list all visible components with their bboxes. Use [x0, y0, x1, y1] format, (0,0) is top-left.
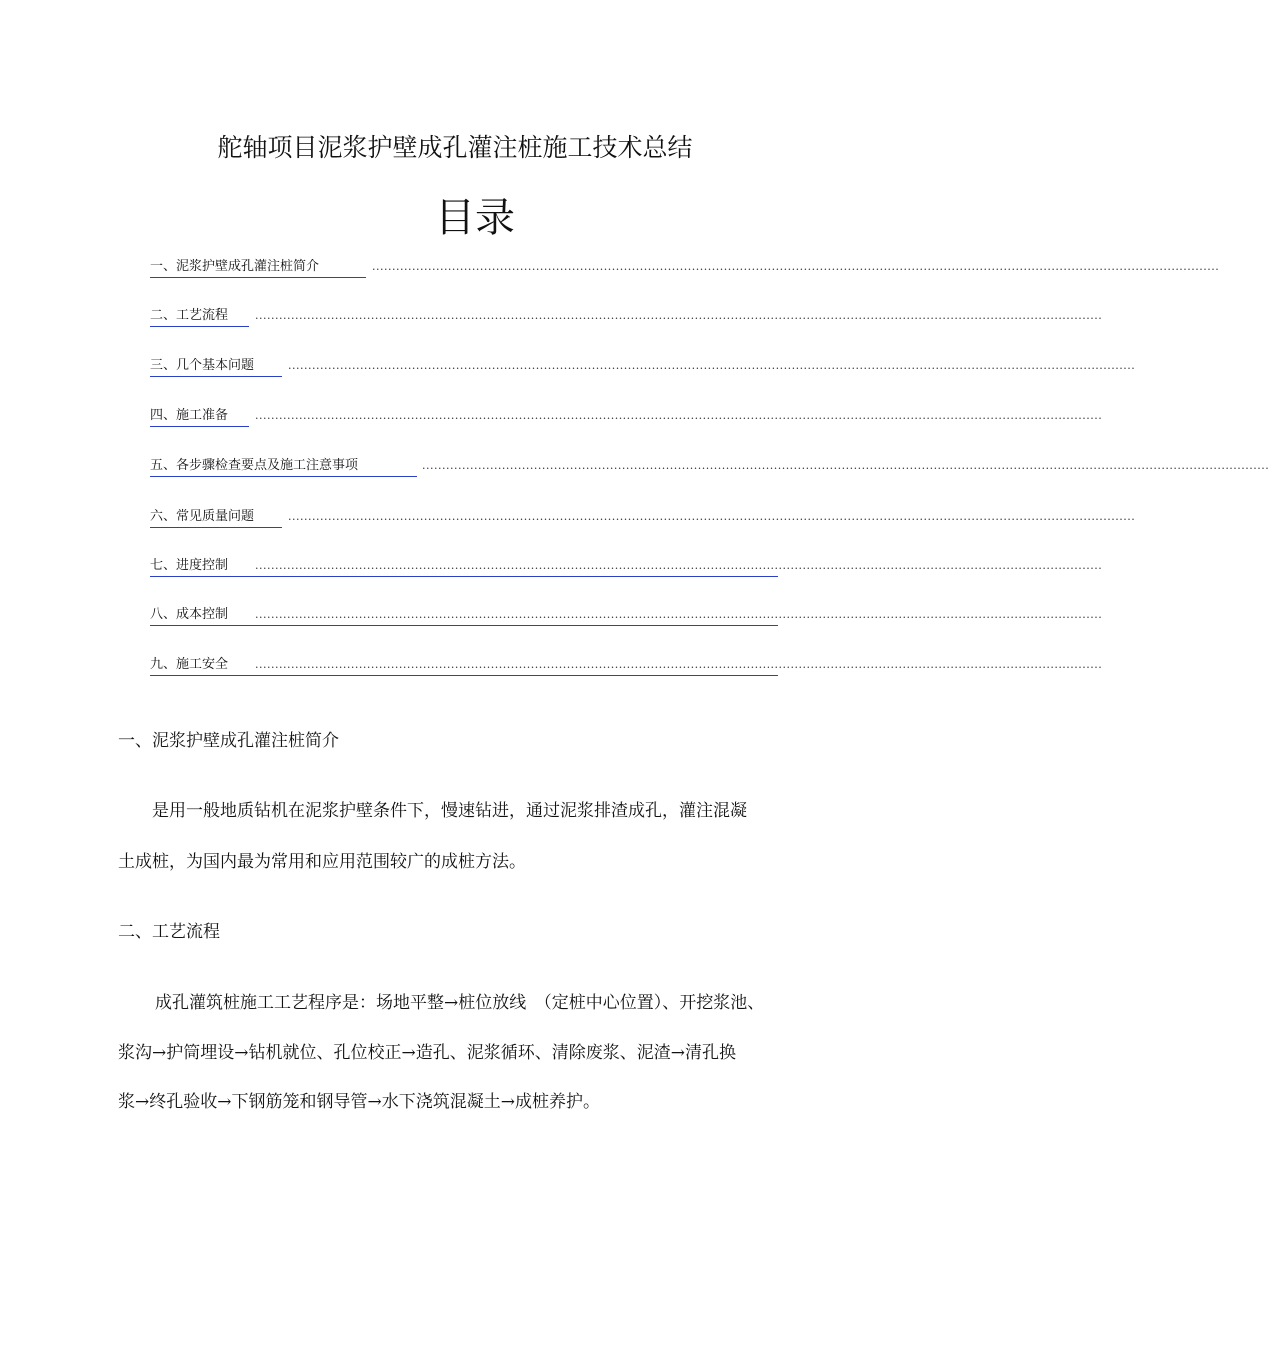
toc-dots: .................................................................................................................................................................................................................... — [255, 608, 1103, 621]
toc-dots: .................................................................................................................................................................................................................... — [255, 409, 1103, 422]
toc-entry-9[interactable] — [150, 656, 1103, 676]
toc-dots: .................................................................................................................................................................................................................... — [288, 510, 1136, 523]
toc-entry-label: 四、施工准备 — [150, 407, 249, 427]
toc-dots: .................................................................................................................................................................................................................... — [255, 658, 1103, 671]
toc-entry-2[interactable] — [150, 307, 1103, 327]
toc-dots: .................................................................................................................................................................................................................... — [372, 260, 1220, 273]
toc-heading: 目录 — [435, 195, 515, 241]
toc-entry-8[interactable] — [150, 606, 1103, 626]
toc-underline — [150, 675, 778, 676]
toc-underline — [150, 625, 778, 626]
toc-entry-label: 八、成本控制 — [150, 607, 229, 622]
paragraph-line: 成孔灌筑桩施工工艺程序是：场地平整→桩位放线 （定桩中心位置）、开挖浆池、 — [155, 993, 765, 1013]
toc-entry-label: 五、各步骤检查要点及施工注意事项 — [150, 457, 417, 477]
toc-entry-5[interactable] — [150, 457, 1269, 477]
toc-entry-7[interactable] — [150, 557, 1103, 577]
toc-entry-4[interactable] — [150, 407, 1103, 427]
section-heading: 一、泥浆护壁成孔灌注桩简介 — [118, 731, 339, 751]
toc-entry-label: 六、常见质量问题 — [150, 508, 282, 528]
toc-entry-label: 一、泥浆护壁成孔灌注桩简介 — [150, 258, 366, 278]
toc-entry-6[interactable] — [150, 508, 1136, 528]
section-heading: 二、工艺流程 — [118, 922, 220, 942]
toc-dots: .................................................................................................................................................................................................................... — [422, 459, 1269, 472]
toc-entry-label: 二、工艺流程 — [150, 307, 249, 327]
paragraph-line: 是用一般地质钻机在泥浆护壁条件下，慢速钻进，通过泥浆排渣成孔，灌注混凝 — [152, 801, 747, 821]
page-title: 舵轴项目泥浆护壁成孔灌注桩施工技术总结 — [217, 133, 693, 162]
toc-dots: .................................................................................................................................................................................................................... — [255, 559, 1103, 572]
toc-entry-label: 七、进度控制 — [150, 558, 229, 573]
toc-entry-1[interactable] — [150, 258, 1220, 278]
paragraph-line: 浆→终孔验收→下钢筋笼和钢导管→水下浇筑混凝土→成桩养护。 — [118, 1092, 600, 1112]
toc-entry-3[interactable] — [150, 357, 1136, 377]
toc-dots: .................................................................................................................................................................................................................... — [255, 309, 1103, 322]
paragraph-line: 浆沟→护筒埋设→钻机就位、孔位校正→造孔、泥浆循环、清除废浆、泥渣→清孔换 — [118, 1043, 736, 1063]
toc-dots: .................................................................................................................................................................................................................... — [288, 359, 1136, 372]
toc-entry-label: 三、几个基本问题 — [150, 357, 282, 377]
toc-entry-label: 九、施工安全 — [150, 657, 229, 672]
toc-underline — [150, 576, 778, 577]
paragraph-line: 土成桩，为国内最为常用和应用范围较广的成桩方法。 — [118, 852, 526, 872]
